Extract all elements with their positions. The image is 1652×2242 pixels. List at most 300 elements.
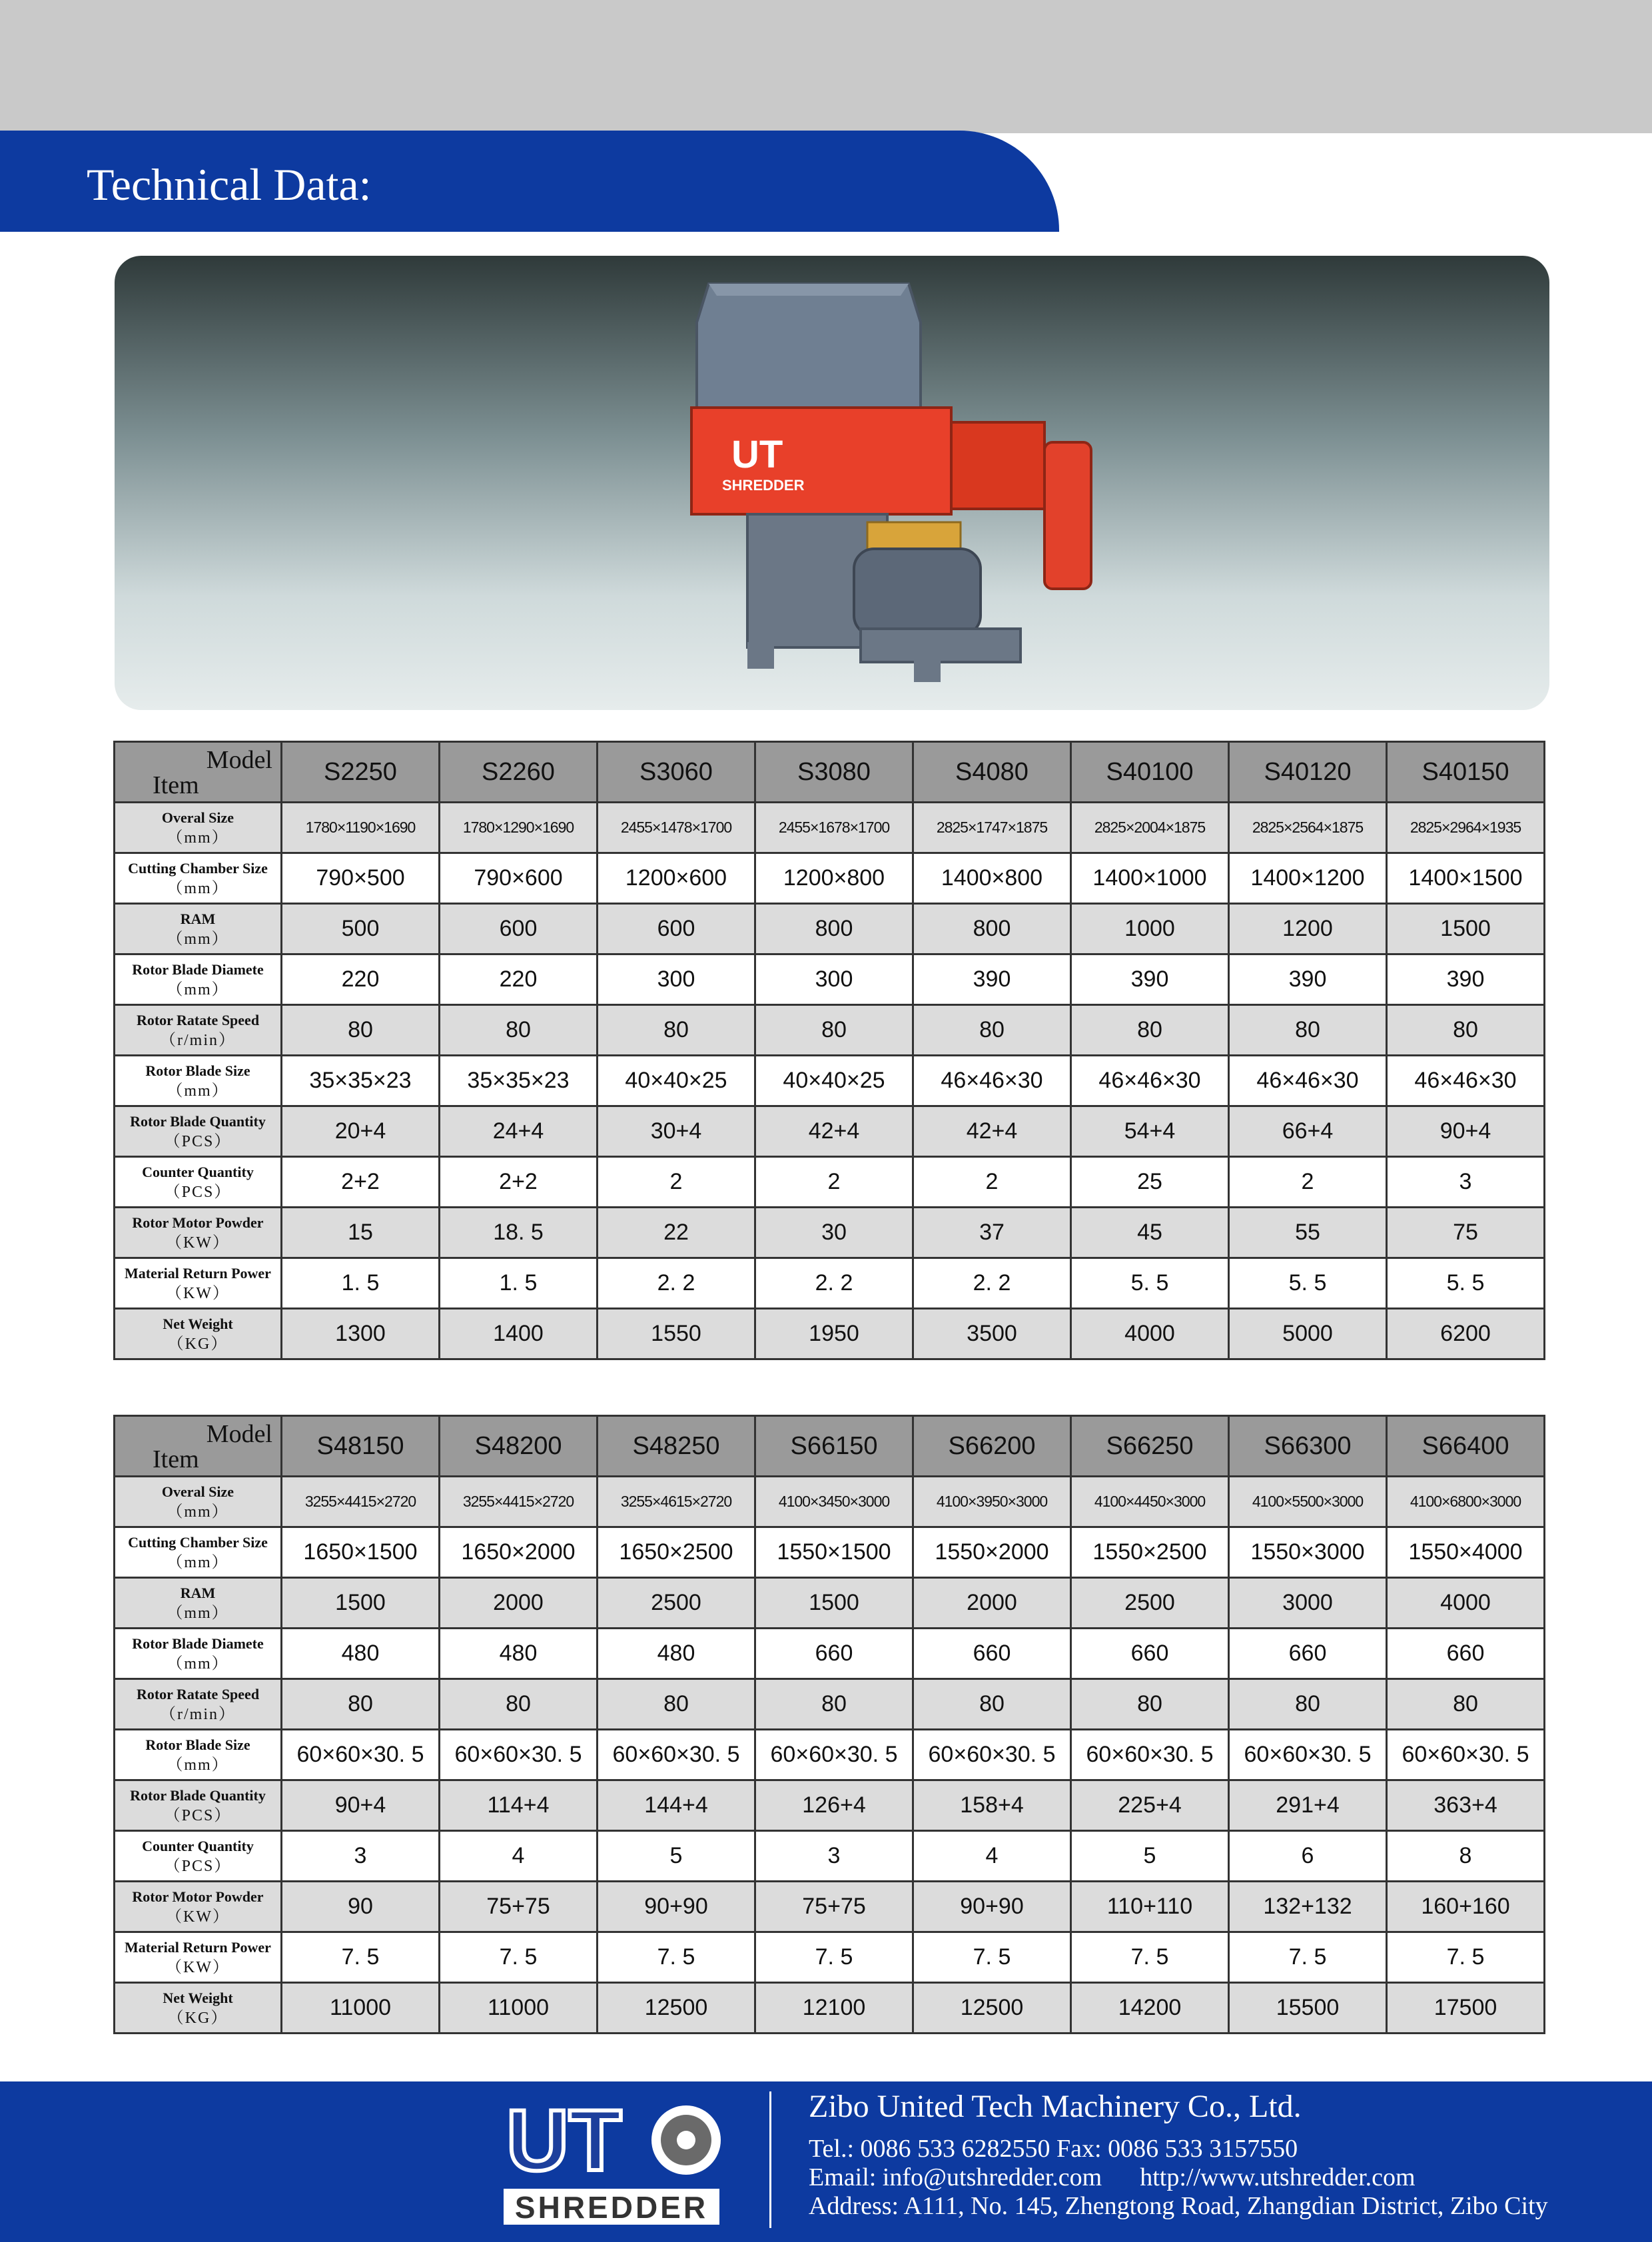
top-gray-band bbox=[0, 0, 1652, 133]
table-cell: 5. 5 bbox=[1387, 1258, 1545, 1309]
row-label-unit: （KW） bbox=[166, 1958, 230, 1976]
table-cell: 1550×2500 bbox=[1071, 1527, 1229, 1578]
shredder-machine-image bbox=[115, 256, 1549, 710]
table-cell: 4000 bbox=[1071, 1309, 1229, 1359]
table-cell: 66+4 bbox=[1229, 1106, 1387, 1157]
model-cell: S40120 bbox=[1229, 742, 1387, 803]
model-cell: S66150 bbox=[755, 1416, 913, 1477]
model-cell: S66300 bbox=[1229, 1416, 1387, 1477]
table-cell: 1. 5 bbox=[282, 1258, 440, 1309]
table-cell: 6200 bbox=[1387, 1309, 1545, 1359]
row-label bbox=[115, 904, 282, 954]
table-cell: 160+160 bbox=[1387, 1882, 1545, 1932]
table-cell: 4100×3450×3000 bbox=[755, 1477, 913, 1527]
table-row bbox=[115, 1831, 1545, 1882]
table-cell: 7. 5 bbox=[598, 1932, 755, 1983]
table-cell: 2 bbox=[1229, 1157, 1387, 1208]
table-cell: 2000 bbox=[440, 1578, 598, 1629]
table-row bbox=[115, 1309, 1545, 1359]
row-label-unit: （mm） bbox=[167, 879, 229, 897]
row-label-name: Rotor Blade Diamete bbox=[132, 960, 264, 978]
table-cell: 7. 5 bbox=[755, 1932, 913, 1983]
footer-divider bbox=[769, 2091, 771, 2228]
table-row bbox=[115, 954, 1545, 1005]
table-cell: 1400 bbox=[440, 1309, 598, 1359]
table-cell: 220 bbox=[440, 954, 598, 1005]
row-label-name: Overal Size bbox=[161, 809, 234, 826]
table-cell: 60×60×30. 5 bbox=[440, 1730, 598, 1780]
machine-logo-sub: SHREDDER bbox=[722, 477, 805, 494]
table-cell: 2500 bbox=[1071, 1578, 1229, 1629]
table-cell: 45 bbox=[1071, 1208, 1229, 1258]
table-cell: 80 bbox=[1387, 1005, 1545, 1056]
row-label-unit: （mm） bbox=[167, 930, 229, 948]
table-cell: 2455×1678×1700 bbox=[755, 803, 913, 853]
row-label bbox=[115, 1106, 282, 1157]
table-cell: 20+4 bbox=[282, 1106, 440, 1157]
logo-main-text: UT bbox=[506, 2091, 622, 2189]
table-row bbox=[115, 1780, 1545, 1831]
table-cell: 7. 5 bbox=[1071, 1932, 1229, 1983]
table-cell: 1780×1190×1690 bbox=[282, 803, 440, 853]
table-cell: 1200×600 bbox=[598, 853, 755, 904]
table-cell: 3 bbox=[755, 1831, 913, 1882]
table-cell: 7. 5 bbox=[440, 1932, 598, 1983]
table-cell: 35×35×23 bbox=[440, 1056, 598, 1106]
table-cell: 1550×3000 bbox=[1229, 1527, 1387, 1578]
table-cell: 390 bbox=[1071, 954, 1229, 1005]
table-cell: 7. 5 bbox=[1229, 1932, 1387, 1983]
table-cell: 60×60×30. 5 bbox=[1229, 1730, 1387, 1780]
table-cell: 30 bbox=[755, 1208, 913, 1258]
table-cell: 1400×1000 bbox=[1071, 853, 1229, 904]
table-cell: 1000 bbox=[1071, 904, 1229, 954]
row-label-unit: （mm） bbox=[167, 1503, 229, 1521]
model-cell: S48200 bbox=[440, 1416, 598, 1477]
row-label bbox=[115, 1780, 282, 1831]
table-cell: 110+110 bbox=[1071, 1882, 1229, 1932]
row-label-unit: （KW） bbox=[166, 1234, 230, 1252]
table-cell: 800 bbox=[755, 904, 913, 954]
model-cell: S40150 bbox=[1387, 742, 1545, 803]
table-cell: 800 bbox=[913, 904, 1071, 954]
table-cell: 4100×3950×3000 bbox=[913, 1477, 1071, 1527]
row-label-name: Rotor Blade Size bbox=[145, 1736, 250, 1753]
table-cell: 46×46×30 bbox=[1229, 1056, 1387, 1106]
table-cell: 90+90 bbox=[598, 1882, 755, 1932]
table-cell: 80 bbox=[598, 1005, 755, 1056]
table-cell: 390 bbox=[1229, 954, 1387, 1005]
table-cell: 90 bbox=[282, 1882, 440, 1932]
table-row bbox=[115, 1730, 1545, 1780]
row-label-unit: （mm） bbox=[167, 1553, 229, 1571]
table-cell: 1. 5 bbox=[440, 1258, 598, 1309]
row-label bbox=[115, 853, 282, 904]
table-row bbox=[115, 1477, 1545, 1527]
table-cell: 660 bbox=[1387, 1629, 1545, 1679]
row-label-name: Overal Size bbox=[161, 1483, 234, 1500]
table-cell: 37 bbox=[913, 1208, 1071, 1258]
model-cell: S4080 bbox=[913, 742, 1071, 803]
table-cell: 80 bbox=[913, 1005, 1071, 1056]
table-cell: 40×40×25 bbox=[598, 1056, 755, 1106]
gear-icon bbox=[651, 2105, 721, 2175]
table-cell: 80 bbox=[282, 1005, 440, 1056]
table-cell: 660 bbox=[1229, 1629, 1387, 1679]
table-cell: 17500 bbox=[1387, 1983, 1545, 2034]
table-cell: 2+2 bbox=[282, 1157, 440, 1208]
table-cell: 15 bbox=[282, 1208, 440, 1258]
table-cell: 2455×1478×1700 bbox=[598, 803, 755, 853]
table-header-row bbox=[115, 742, 1545, 803]
table-cell: 90+90 bbox=[913, 1882, 1071, 1932]
table-cell: 4100×5500×3000 bbox=[1229, 1477, 1387, 1527]
contact-address: Address: A111, No. 145, Zhengtong Road, Zhangdian District, Zibo City bbox=[809, 2192, 1548, 2220]
table-header-row bbox=[115, 1416, 1545, 1477]
table-cell: 1400×1500 bbox=[1387, 853, 1545, 904]
table-cell: 46×46×30 bbox=[1387, 1056, 1545, 1106]
table-row bbox=[115, 1056, 1545, 1106]
row-label bbox=[115, 1679, 282, 1730]
table-cell: 3255×4615×2720 bbox=[598, 1477, 755, 1527]
table-cell: 46×46×30 bbox=[913, 1056, 1071, 1106]
table-cell: 1300 bbox=[282, 1309, 440, 1359]
row-label bbox=[115, 1831, 282, 1882]
table-cell: 5. 5 bbox=[1071, 1258, 1229, 1309]
table-row bbox=[115, 904, 1545, 954]
table-cell: 132+132 bbox=[1229, 1882, 1387, 1932]
table-cell: 40×40×25 bbox=[755, 1056, 913, 1106]
product-photo bbox=[115, 256, 1549, 710]
row-label bbox=[115, 803, 282, 853]
row-label bbox=[115, 1932, 282, 1983]
table-cell: 60×60×30. 5 bbox=[913, 1730, 1071, 1780]
table-cell: 600 bbox=[440, 904, 598, 954]
table-cell: 80 bbox=[598, 1679, 755, 1730]
table-cell: 60×60×30. 5 bbox=[1387, 1730, 1545, 1780]
table-cell: 600 bbox=[598, 904, 755, 954]
table-row bbox=[115, 1679, 1545, 1730]
row-label-unit: （mm） bbox=[167, 829, 229, 847]
table-cell: 300 bbox=[755, 954, 913, 1005]
table-cell: 46×46×30 bbox=[1071, 1056, 1229, 1106]
row-label-unit: （PCS） bbox=[164, 1806, 232, 1824]
table-cell: 480 bbox=[440, 1629, 598, 1679]
table-cell: 126+4 bbox=[755, 1780, 913, 1831]
table-cell: 75+75 bbox=[755, 1882, 913, 1932]
table-cell: 3255×4415×2720 bbox=[440, 1477, 598, 1527]
table-row bbox=[115, 1157, 1545, 1208]
table-cell: 2825×2564×1875 bbox=[1229, 803, 1387, 853]
table-cell: 3 bbox=[282, 1831, 440, 1882]
table-cell: 4100×4450×3000 bbox=[1071, 1477, 1229, 1527]
table-cell: 3000 bbox=[1229, 1578, 1387, 1629]
table-cell: 1550×4000 bbox=[1387, 1527, 1545, 1578]
table-cell: 1500 bbox=[282, 1578, 440, 1629]
table-cell: 500 bbox=[282, 904, 440, 954]
table-cell: 1500 bbox=[755, 1578, 913, 1629]
row-label-name: Material Return Power bbox=[125, 1264, 271, 1282]
table-cell: 8 bbox=[1387, 1831, 1545, 1882]
model-cell: S66400 bbox=[1387, 1416, 1545, 1477]
row-label bbox=[115, 1730, 282, 1780]
table-cell: 12500 bbox=[598, 1983, 755, 2034]
table-cell: 790×600 bbox=[440, 853, 598, 904]
table-cell: 15500 bbox=[1229, 1983, 1387, 2034]
table-cell: 3500 bbox=[913, 1309, 1071, 1359]
row-label-unit: （mm） bbox=[167, 1604, 229, 1622]
row-label-name: Rotor Blade Size bbox=[145, 1062, 250, 1079]
model-cell: S2250 bbox=[282, 742, 440, 803]
item-label: Item bbox=[153, 1445, 199, 1473]
table-cell: 80 bbox=[1229, 1005, 1387, 1056]
table-cell: 225+4 bbox=[1071, 1780, 1229, 1831]
row-label-unit: （mm） bbox=[167, 980, 229, 998]
row-label-unit: （r/min） bbox=[160, 1705, 236, 1723]
model-cell: S2260 bbox=[440, 742, 598, 803]
table-cell: 80 bbox=[755, 1005, 913, 1056]
table-cell: 1550×2000 bbox=[913, 1527, 1071, 1578]
table-cell: 1650×2000 bbox=[440, 1527, 598, 1578]
table-row bbox=[115, 1932, 1545, 1983]
table-cell: 5 bbox=[598, 1831, 755, 1882]
row-label-unit: （KG） bbox=[167, 2009, 228, 2027]
table-cell: 80 bbox=[440, 1005, 598, 1056]
row-label bbox=[115, 1578, 282, 1629]
row-label-name: RAM bbox=[180, 910, 216, 927]
table-cell: 390 bbox=[913, 954, 1071, 1005]
row-label-unit: （PCS） bbox=[164, 1857, 232, 1875]
row-label-unit: （KW） bbox=[166, 1908, 230, 1926]
row-label-unit: （mm） bbox=[167, 1082, 229, 1100]
table-cell: 6 bbox=[1229, 1831, 1387, 1882]
table-cell: 1650×1500 bbox=[282, 1527, 440, 1578]
logo-sub-text: SHREDDER bbox=[514, 2190, 709, 2225]
table-cell: 363+4 bbox=[1387, 1780, 1545, 1831]
row-label bbox=[115, 1208, 282, 1258]
table-cell: 2. 2 bbox=[913, 1258, 1071, 1309]
row-label bbox=[115, 1527, 282, 1578]
table-cell: 80 bbox=[1071, 1005, 1229, 1056]
table-cell: 3 bbox=[1387, 1157, 1545, 1208]
table-row bbox=[115, 1106, 1545, 1157]
row-label-name: Counter Quantity bbox=[142, 1163, 254, 1180]
row-label bbox=[115, 1005, 282, 1056]
table-cell: 60×60×30. 5 bbox=[598, 1730, 755, 1780]
table-cell: 90+4 bbox=[282, 1780, 440, 1831]
table-cell: 7. 5 bbox=[913, 1932, 1071, 1983]
table-cell: 1950 bbox=[755, 1309, 913, 1359]
table-row bbox=[115, 1882, 1545, 1932]
table-row bbox=[115, 1629, 1545, 1679]
row-label bbox=[115, 1477, 282, 1527]
table-cell: 25 bbox=[1071, 1157, 1229, 1208]
machine-logo-main: UT bbox=[731, 433, 783, 476]
model-cell: S48250 bbox=[598, 1416, 755, 1477]
table-cell: 42+4 bbox=[755, 1106, 913, 1157]
table-cell: 2 bbox=[755, 1157, 913, 1208]
table-cell: 158+4 bbox=[913, 1780, 1071, 1831]
table-cell: 14200 bbox=[1071, 1983, 1229, 2034]
table-cell: 24+4 bbox=[440, 1106, 598, 1157]
table-cell: 4100×6800×3000 bbox=[1387, 1477, 1545, 1527]
table-cell: 90+4 bbox=[1387, 1106, 1545, 1157]
row-label-unit: （KG） bbox=[167, 1335, 228, 1353]
row-label-unit: （KW） bbox=[166, 1284, 230, 1302]
table-row bbox=[115, 1208, 1545, 1258]
table-cell: 3255×4415×2720 bbox=[282, 1477, 440, 1527]
table-row bbox=[115, 1983, 1545, 2034]
row-label bbox=[115, 1258, 282, 1309]
table-cell: 80 bbox=[913, 1679, 1071, 1730]
table-cell: 1200×800 bbox=[755, 853, 913, 904]
table-cell: 75+75 bbox=[440, 1882, 598, 1932]
table-cell: 60×60×30. 5 bbox=[282, 1730, 440, 1780]
row-label-name: Rotor Blade Diamete bbox=[132, 1635, 264, 1652]
row-label-name: Cutting Chamber Size bbox=[128, 859, 268, 877]
item-label: Item bbox=[153, 771, 199, 799]
table-cell: 80 bbox=[1387, 1679, 1545, 1730]
table-row bbox=[115, 853, 1545, 904]
row-label-name: Net Weight bbox=[163, 1989, 233, 2006]
model-item-corner bbox=[115, 742, 282, 803]
table-cell: 60×60×30. 5 bbox=[1071, 1730, 1229, 1780]
row-label bbox=[115, 1629, 282, 1679]
table-cell: 7. 5 bbox=[1387, 1932, 1545, 1983]
table-cell: 2 bbox=[598, 1157, 755, 1208]
row-label-name: Net Weight bbox=[163, 1315, 233, 1332]
table-cell: 4 bbox=[913, 1831, 1071, 1882]
row-label bbox=[115, 1882, 282, 1932]
table-row bbox=[115, 1527, 1545, 1578]
table-cell: 1400×1200 bbox=[1229, 853, 1387, 904]
table-cell: 11000 bbox=[282, 1983, 440, 2034]
table-cell: 1780×1290×1690 bbox=[440, 803, 598, 853]
table-cell: 54+4 bbox=[1071, 1106, 1229, 1157]
table-cell: 60×60×30. 5 bbox=[755, 1730, 913, 1780]
table-cell: 22 bbox=[598, 1208, 755, 1258]
table-row bbox=[115, 1258, 1545, 1309]
table-cell: 300 bbox=[598, 954, 755, 1005]
row-label-name: Rotor Motor Powder bbox=[132, 1214, 264, 1231]
row-label-name: Material Return Power bbox=[125, 1938, 271, 1956]
row-label-unit: （PCS） bbox=[164, 1132, 232, 1150]
table-cell: 18. 5 bbox=[440, 1208, 598, 1258]
table-cell: 220 bbox=[282, 954, 440, 1005]
table-cell: 1550×1500 bbox=[755, 1527, 913, 1578]
row-label-name: Cutting Chamber Size bbox=[128, 1533, 268, 1551]
row-label bbox=[115, 954, 282, 1005]
table-cell: 5000 bbox=[1229, 1309, 1387, 1359]
table-cell: 75 bbox=[1387, 1208, 1545, 1258]
contact-email-web: Email: info@utshredder.com http://www.utshredder.com bbox=[809, 2163, 1416, 2191]
row-label bbox=[115, 1983, 282, 2034]
model-cell: S66200 bbox=[913, 1416, 1071, 1477]
model-cell: S66250 bbox=[1071, 1416, 1229, 1477]
model-cell: S3080 bbox=[755, 742, 913, 803]
row-label-name: RAM bbox=[180, 1584, 216, 1601]
model-item-corner bbox=[115, 1416, 282, 1477]
table-row bbox=[115, 1578, 1545, 1629]
table-cell: 5. 5 bbox=[1229, 1258, 1387, 1309]
table-cell: 390 bbox=[1387, 954, 1545, 1005]
table-cell: 1650×2500 bbox=[598, 1527, 755, 1578]
contact-tel-fax: Tel.: 0086 533 6282550 Fax: 0086 533 3157550 bbox=[809, 2135, 1298, 2163]
row-label bbox=[115, 1309, 282, 1359]
row-label-unit: （mm） bbox=[167, 1655, 229, 1673]
table-cell: 790×500 bbox=[282, 853, 440, 904]
table-cell: 2000 bbox=[913, 1578, 1071, 1629]
model-label: Model bbox=[206, 746, 272, 774]
table-cell: 660 bbox=[755, 1629, 913, 1679]
model-cell: S40100 bbox=[1071, 742, 1229, 803]
table-cell: 2+2 bbox=[440, 1157, 598, 1208]
spec-table-1 bbox=[113, 741, 1545, 1360]
table-cell: 42+4 bbox=[913, 1106, 1071, 1157]
table-row bbox=[115, 803, 1545, 853]
row-label-name: Rotor Blade Quantity bbox=[130, 1786, 266, 1804]
table-cell: 12500 bbox=[913, 1983, 1071, 2034]
company-logo bbox=[500, 2090, 726, 2230]
table-cell: 35×35×23 bbox=[282, 1056, 440, 1106]
table-cell: 80 bbox=[755, 1679, 913, 1730]
table-cell: 480 bbox=[598, 1629, 755, 1679]
table-cell: 291+4 bbox=[1229, 1780, 1387, 1831]
table-cell: 80 bbox=[1229, 1679, 1387, 1730]
row-label bbox=[115, 1056, 282, 1106]
table-cell: 12100 bbox=[755, 1983, 913, 2034]
table-cell: 4 bbox=[440, 1831, 598, 1882]
table-cell: 7. 5 bbox=[282, 1932, 440, 1983]
model-label: Model bbox=[206, 1420, 272, 1448]
table-cell: 2825×2004×1875 bbox=[1071, 803, 1229, 853]
table-cell: 55 bbox=[1229, 1208, 1387, 1258]
table-cell: 4000 bbox=[1387, 1578, 1545, 1629]
table-cell: 80 bbox=[282, 1679, 440, 1730]
model-cell: S48150 bbox=[282, 1416, 440, 1477]
row-label-name: Rotor Blade Quantity bbox=[130, 1112, 266, 1130]
table-cell: 2825×1747×1875 bbox=[913, 803, 1071, 853]
row-label-unit: （r/min） bbox=[160, 1031, 236, 1049]
table-cell: 660 bbox=[1071, 1629, 1229, 1679]
row-label-name: Rotor Ratate Speed bbox=[136, 1011, 260, 1028]
table-cell: 660 bbox=[913, 1629, 1071, 1679]
table-cell: 2 bbox=[913, 1157, 1071, 1208]
page-title: Technical Data: bbox=[87, 159, 372, 210]
table-cell: 1400×800 bbox=[913, 853, 1071, 904]
table-cell: 5 bbox=[1071, 1831, 1229, 1882]
row-label-name: Rotor Ratate Speed bbox=[136, 1685, 260, 1702]
row-label-unit: （PCS） bbox=[164, 1183, 232, 1201]
company-name: Zibo United Tech Machinery Co., Ltd. bbox=[809, 2089, 1302, 2124]
table-cell: 1200 bbox=[1229, 904, 1387, 954]
table-cell: 2. 2 bbox=[755, 1258, 913, 1309]
table-cell: 2500 bbox=[598, 1578, 755, 1629]
table-cell: 80 bbox=[440, 1679, 598, 1730]
table-cell: 1500 bbox=[1387, 904, 1545, 954]
table-cell: 2. 2 bbox=[598, 1258, 755, 1309]
model-cell: S3060 bbox=[598, 742, 755, 803]
table-cell: 114+4 bbox=[440, 1780, 598, 1831]
table-cell: 80 bbox=[1071, 1679, 1229, 1730]
row-label bbox=[115, 1157, 282, 1208]
table-cell: 480 bbox=[282, 1629, 440, 1679]
row-label-unit: （mm） bbox=[167, 1756, 229, 1774]
table-cell: 1550 bbox=[598, 1309, 755, 1359]
spec-table-2 bbox=[113, 1415, 1545, 2034]
table-row bbox=[115, 1005, 1545, 1056]
table-cell: 144+4 bbox=[598, 1780, 755, 1831]
